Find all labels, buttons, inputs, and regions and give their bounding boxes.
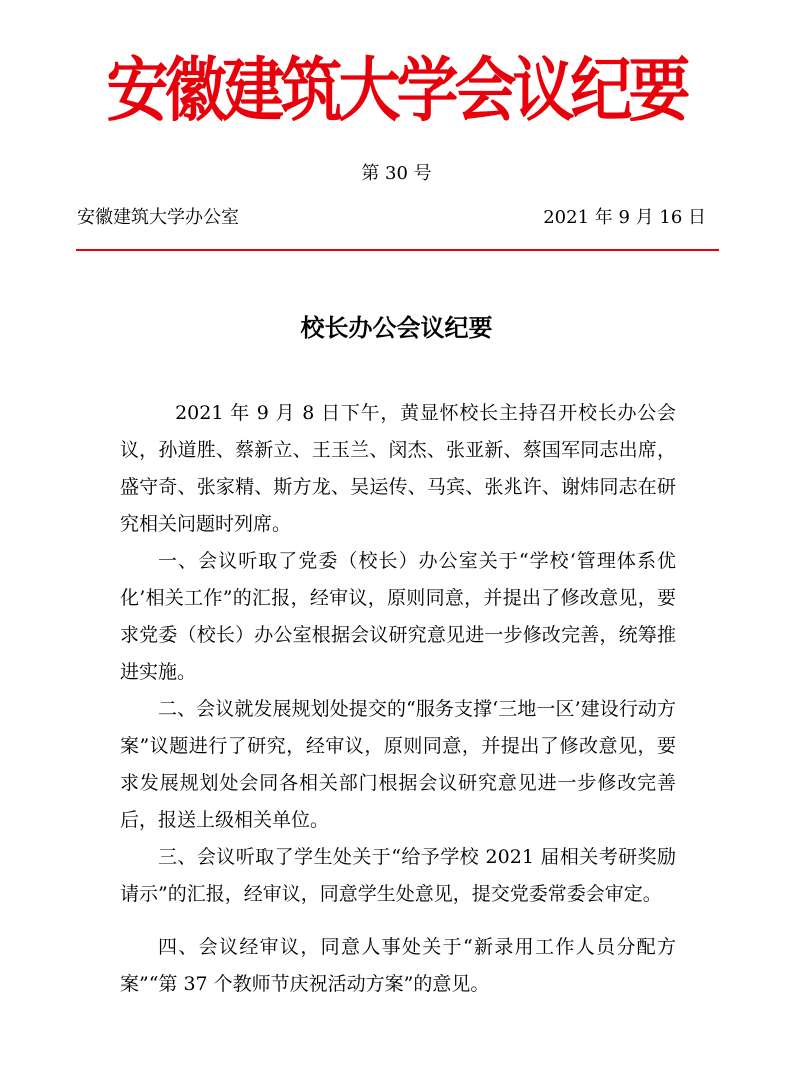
issue-date: 2021 年 9 月 16 日 bbox=[543, 207, 706, 228]
issuing-office: 安徽建筑大学办公室 bbox=[77, 207, 239, 228]
paragraph-intro: 2021 年 9 月 8 日下午，黄显怀校长主持召开校长办公会议，孙道胜、蔡新立、王玉兰、闵杰、张亚新、蔡国军同志出席，盛守奇、张家精、斯方龙、吴运传、马宾、张兆许、谢炜同志在研究相关问题时列席。 bbox=[120, 402, 676, 535]
document-masthead: 安徽建筑大学会议纪要 bbox=[106, 48, 687, 131]
red-divider-line bbox=[76, 249, 719, 251]
paragraph-item-2: 二、会议就发展规划处提交的“服务支撑‘三地一区’建设行动方案”议题进行了研究，经审议，原则同意，并提出了修改意见，要求发展规划处会同各相关部门根据会议研究意见进一步修改完善后，报送上级相关单位。 bbox=[120, 698, 676, 831]
document-number: 第 30 号 bbox=[361, 163, 432, 184]
paragraph-item-3: 三、会议听取了学生处关于“给予学校 2021 届相关考研奖励请示”的汇报，经审议，同意学生处意见，提交党委常委会审定。 bbox=[120, 846, 676, 905]
paragraph-item-4: 四、会议经审议，同意人事处关于“新录用工作人员分配方案”“第 37 个教师节庆祝活动方案”的意见。 bbox=[120, 936, 676, 995]
document-title: 校长办公会议纪要 bbox=[300, 313, 493, 342]
document-body bbox=[120, 395, 676, 1003]
paragraph-item-1: 一、会议听取了党委（校长）办公室关于“学校‘管理体系优化’相关工作”的汇报，经审议，原则同意，并提出了修改意见，要求党委（校长）办公室根据会议研究意见进一步修改完善，统筹推进实施。 bbox=[120, 550, 676, 683]
